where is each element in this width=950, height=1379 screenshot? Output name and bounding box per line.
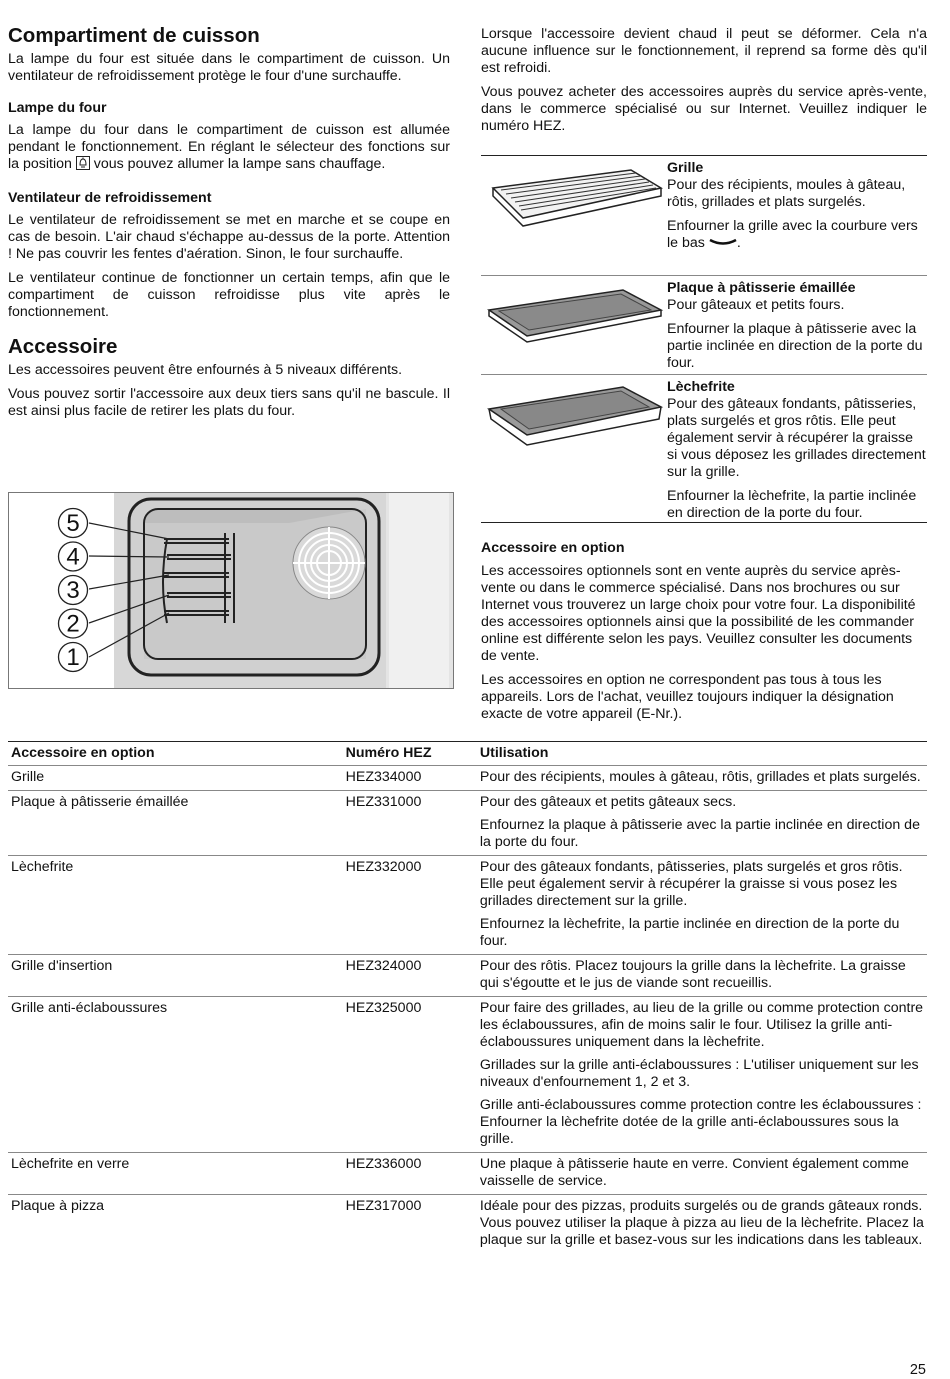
hez-number-cell: HEZ317000	[345, 1198, 422, 1214]
grille-desc: Pour des récipients, moules à gâteau, rôtis, grillades et plats surgelés.	[667, 177, 906, 210]
usage-paragraph: Grillades sur la grille anti-éclaboussures : L'utiliser uniquement sur les niveaux d'enfournement 1, 2 et 3.	[479, 1057, 919, 1090]
optional-accessories-block	[481, 540, 927, 730]
fan-text-1: Le ventilateur de refroidissement se met en marche et se coupe en cas de besoin. L'air chaud s'échappe au-dessus de la porte. Attention ! Ne pas couvrir les fentes d'aération. Sinon, le four surchauffe.	[8, 212, 450, 262]
accessory-item-grille	[481, 156, 927, 276]
table-row	[8, 1195, 927, 1254]
deform-text: Lorsque l'accessoire devient chaud il peut se déformer. Cela n'a aucune influence sur le fonctionnement, il reprend sa forme dès qu'il est refroidi.	[481, 26, 927, 76]
right-column	[481, 26, 927, 142]
table-row	[8, 1153, 927, 1195]
accessory-item-lechefrite	[481, 375, 927, 523]
lechefrite-desc: Pour des gâteaux fondants, pâtisseries, plats surgelés et gros rôtis. Elle peut également servir à récupérer la graisse si vous déposez les grillades directement sur la grille.	[667, 396, 926, 480]
compartment-intro: La lampe du four est située dans le compartiment de cuisson. Un ventilateur de refroidissement protège le four d'une surchauffe.	[8, 51, 450, 84]
oven-levels-illustration	[8, 492, 454, 689]
drip-pan-icon	[481, 379, 667, 519]
lamp-heading: Lampe du four	[8, 100, 107, 116]
usage-paragraph: Idéale pour des pizzas, produits surgelés ou de grands gâteaux ronds. Vous pouvez utiliser la plaque à pizza au lieu de la lèchefrite. Placez la plaque sur la grille et basez-vous sur les indications dans les tableaux.	[479, 1198, 924, 1248]
hez-number-cell: HEZ331000	[343, 791, 477, 856]
usage-paragraph: Pour des rôtis. Placez toujours la grille dans la lèchefrite. La graisse qui s'égoutte et le jus de viande sont recueillis.	[479, 958, 906, 991]
accessory-name-cell: Grille	[8, 766, 343, 791]
usage-cell	[477, 1153, 927, 1195]
col-header-usage: Utilisation	[477, 742, 927, 766]
usage-paragraph: Pour des récipients, moules à gâteau, rôtis, grillades et plats surgelés.	[479, 769, 921, 785]
page-number: 25	[909, 1362, 926, 1378]
usage-cell	[477, 1195, 927, 1254]
option-text-1: Les accessoires optionnels sont en vente auprès du service après-vente ou dans le commerce spécialisé. Dans nos brochures ou sur Internet vous trouverez un large choix pour votre four. La disponibilité des accessoires optionnels ainsi que la possibilité de les commander online est différente selon les pays. Veuillez consulter les documents de vente.	[481, 563, 916, 664]
hez-number-cell: HEZ334000	[343, 766, 477, 791]
hez-number-cell: HEZ336000	[343, 1153, 477, 1195]
left-column	[8, 24, 450, 427]
fan-heading: Ventilateur de refroidissement	[8, 190, 212, 206]
optional-accessories-table	[8, 741, 927, 1253]
usage-paragraph: Pour faire des grillades, au lieu de la grille ou comme protection contre les éclaboussures, afin de moins salir le four. Utilisez la grille anti-éclaboussures uniquement dans la lèchefrite.	[479, 1000, 924, 1050]
usage-paragraph: Pour des gâteaux fondants, pâtisseries, plats surgelés et gros rôtis. Elle peut également servir à récupérer la graisse si vous posez les grillades directement sur la grille.	[479, 859, 903, 909]
level-label: 3	[66, 577, 80, 604]
section-title-compartment: Compartiment de cuisson	[8, 24, 260, 47]
option-heading: Accessoire en option	[481, 540, 625, 556]
col-header-accessory: Accessoire en option	[8, 742, 343, 766]
grille-title: Grille	[667, 160, 704, 176]
hez-number-cell: HEZ332000	[343, 856, 477, 955]
usage-paragraph: Enfournez la lèchefrite, la partie inclinée en direction de la porte du four.	[479, 916, 900, 949]
usage-paragraph: Grille anti-éclaboussures comme protection contre les éclaboussures : Enfourner la lèchefrite dotée de la grille anti-éclaboussures sous la grille.	[479, 1097, 922, 1147]
accessory-name-cell: Plaque à pâtisserie émaillée	[8, 791, 343, 856]
usage-cell	[477, 955, 927, 997]
usage-paragraph: Enfournez la plaque à pâtisserie avec la partie inclinée en direction de la porte du four.	[479, 817, 920, 850]
accessory-name-cell: Lèchefrite	[8, 856, 343, 955]
table-row	[8, 997, 927, 1153]
table-row	[8, 955, 927, 997]
grille-icon	[481, 160, 667, 272]
plaque-note: Enfourner la plaque à pâtisserie avec la partie inclinée en direction de la porte du four.	[667, 321, 923, 371]
accessory-name-cell: Grille d'insertion	[8, 955, 343, 997]
lechefrite-note: Enfourner la lèchefrite, la partie inclinée en direction de la porte du four.	[667, 488, 917, 521]
table-row	[8, 856, 927, 955]
usage-paragraph: Une plaque à pâtisserie haute en verre. Convient également comme vaisselle de service.	[479, 1156, 909, 1189]
accessories-text-2: Vous pouvez sortir l'accessoire aux deux tiers sans qu'il ne bascule. Il est ainsi plus facile de retirer les plats du four.	[8, 386, 450, 419]
accessory-name-cell: Plaque à pizza	[11, 1198, 105, 1214]
accessory-list	[481, 155, 927, 523]
grille-note: Enfourner la grille avec la courbure vers le bas .	[667, 218, 918, 251]
usage-cell	[477, 997, 927, 1153]
level-label: 1	[66, 644, 80, 671]
fan-text-2: Le ventilateur continue de fonctionner un certain temps, afin que le compartiment de cuisson refroidisse plus vite après le fonctionnement.	[8, 270, 450, 320]
section-title-accessories: Accessoire	[8, 335, 118, 358]
fan-icon	[293, 527, 365, 599]
table-row	[8, 791, 927, 856]
baking-tray-icon	[481, 280, 667, 371]
usage-paragraph: Pour des gâteaux et petits gâteaux secs.	[479, 794, 737, 810]
level-label: 5	[66, 510, 80, 537]
plaque-desc: Pour gâteaux et petits fours.	[667, 297, 845, 313]
level-label: 4	[66, 543, 80, 571]
table-header-row	[8, 742, 927, 766]
lamp-text: La lampe du four dans le compartiment de cuisson est allumée pendant le fonctionnement. En réglant le sélecteur des fonctions sur la position vous pouvez allumer la lampe sans chauffage.	[8, 122, 450, 175]
table-row	[8, 766, 927, 791]
hez-number-cell: HEZ324000	[343, 955, 477, 997]
accessory-name-cell: Grille anti-éclaboussures	[8, 997, 343, 1153]
usage-cell	[477, 856, 927, 955]
plaque-title: Plaque à pâtisserie émaillée	[667, 280, 856, 296]
accessory-name-cell: Lèchefrite en verre	[8, 1153, 343, 1195]
option-text-2: Les accessoires en option ne correspondent pas tous à tous les appareils. Lors de l'achat, veuillez toujours indiquer la désignation exacte de votre appareil (E-Nr.).	[481, 672, 894, 722]
accessory-item-plaque	[481, 276, 927, 375]
curvature-icon	[709, 235, 737, 252]
purchase-text: Vous pouvez acheter des accessoires auprès du service après-vente, dans le commerce spécialisé ou sur Internet. Veuillez indiquer le numéro HEZ.	[481, 84, 927, 134]
lechefrite-title: Lèchefrite	[667, 379, 735, 395]
col-header-hez: Numéro HEZ	[343, 742, 477, 766]
usage-cell	[477, 766, 927, 791]
lamp-symbol-icon	[76, 156, 90, 175]
accessories-text-1: Les accessoires peuvent être enfournés à 5 niveaux différents.	[8, 362, 403, 378]
level-label: 2	[66, 610, 80, 638]
usage-cell	[477, 791, 927, 856]
hez-number-cell: HEZ325000	[343, 997, 477, 1153]
